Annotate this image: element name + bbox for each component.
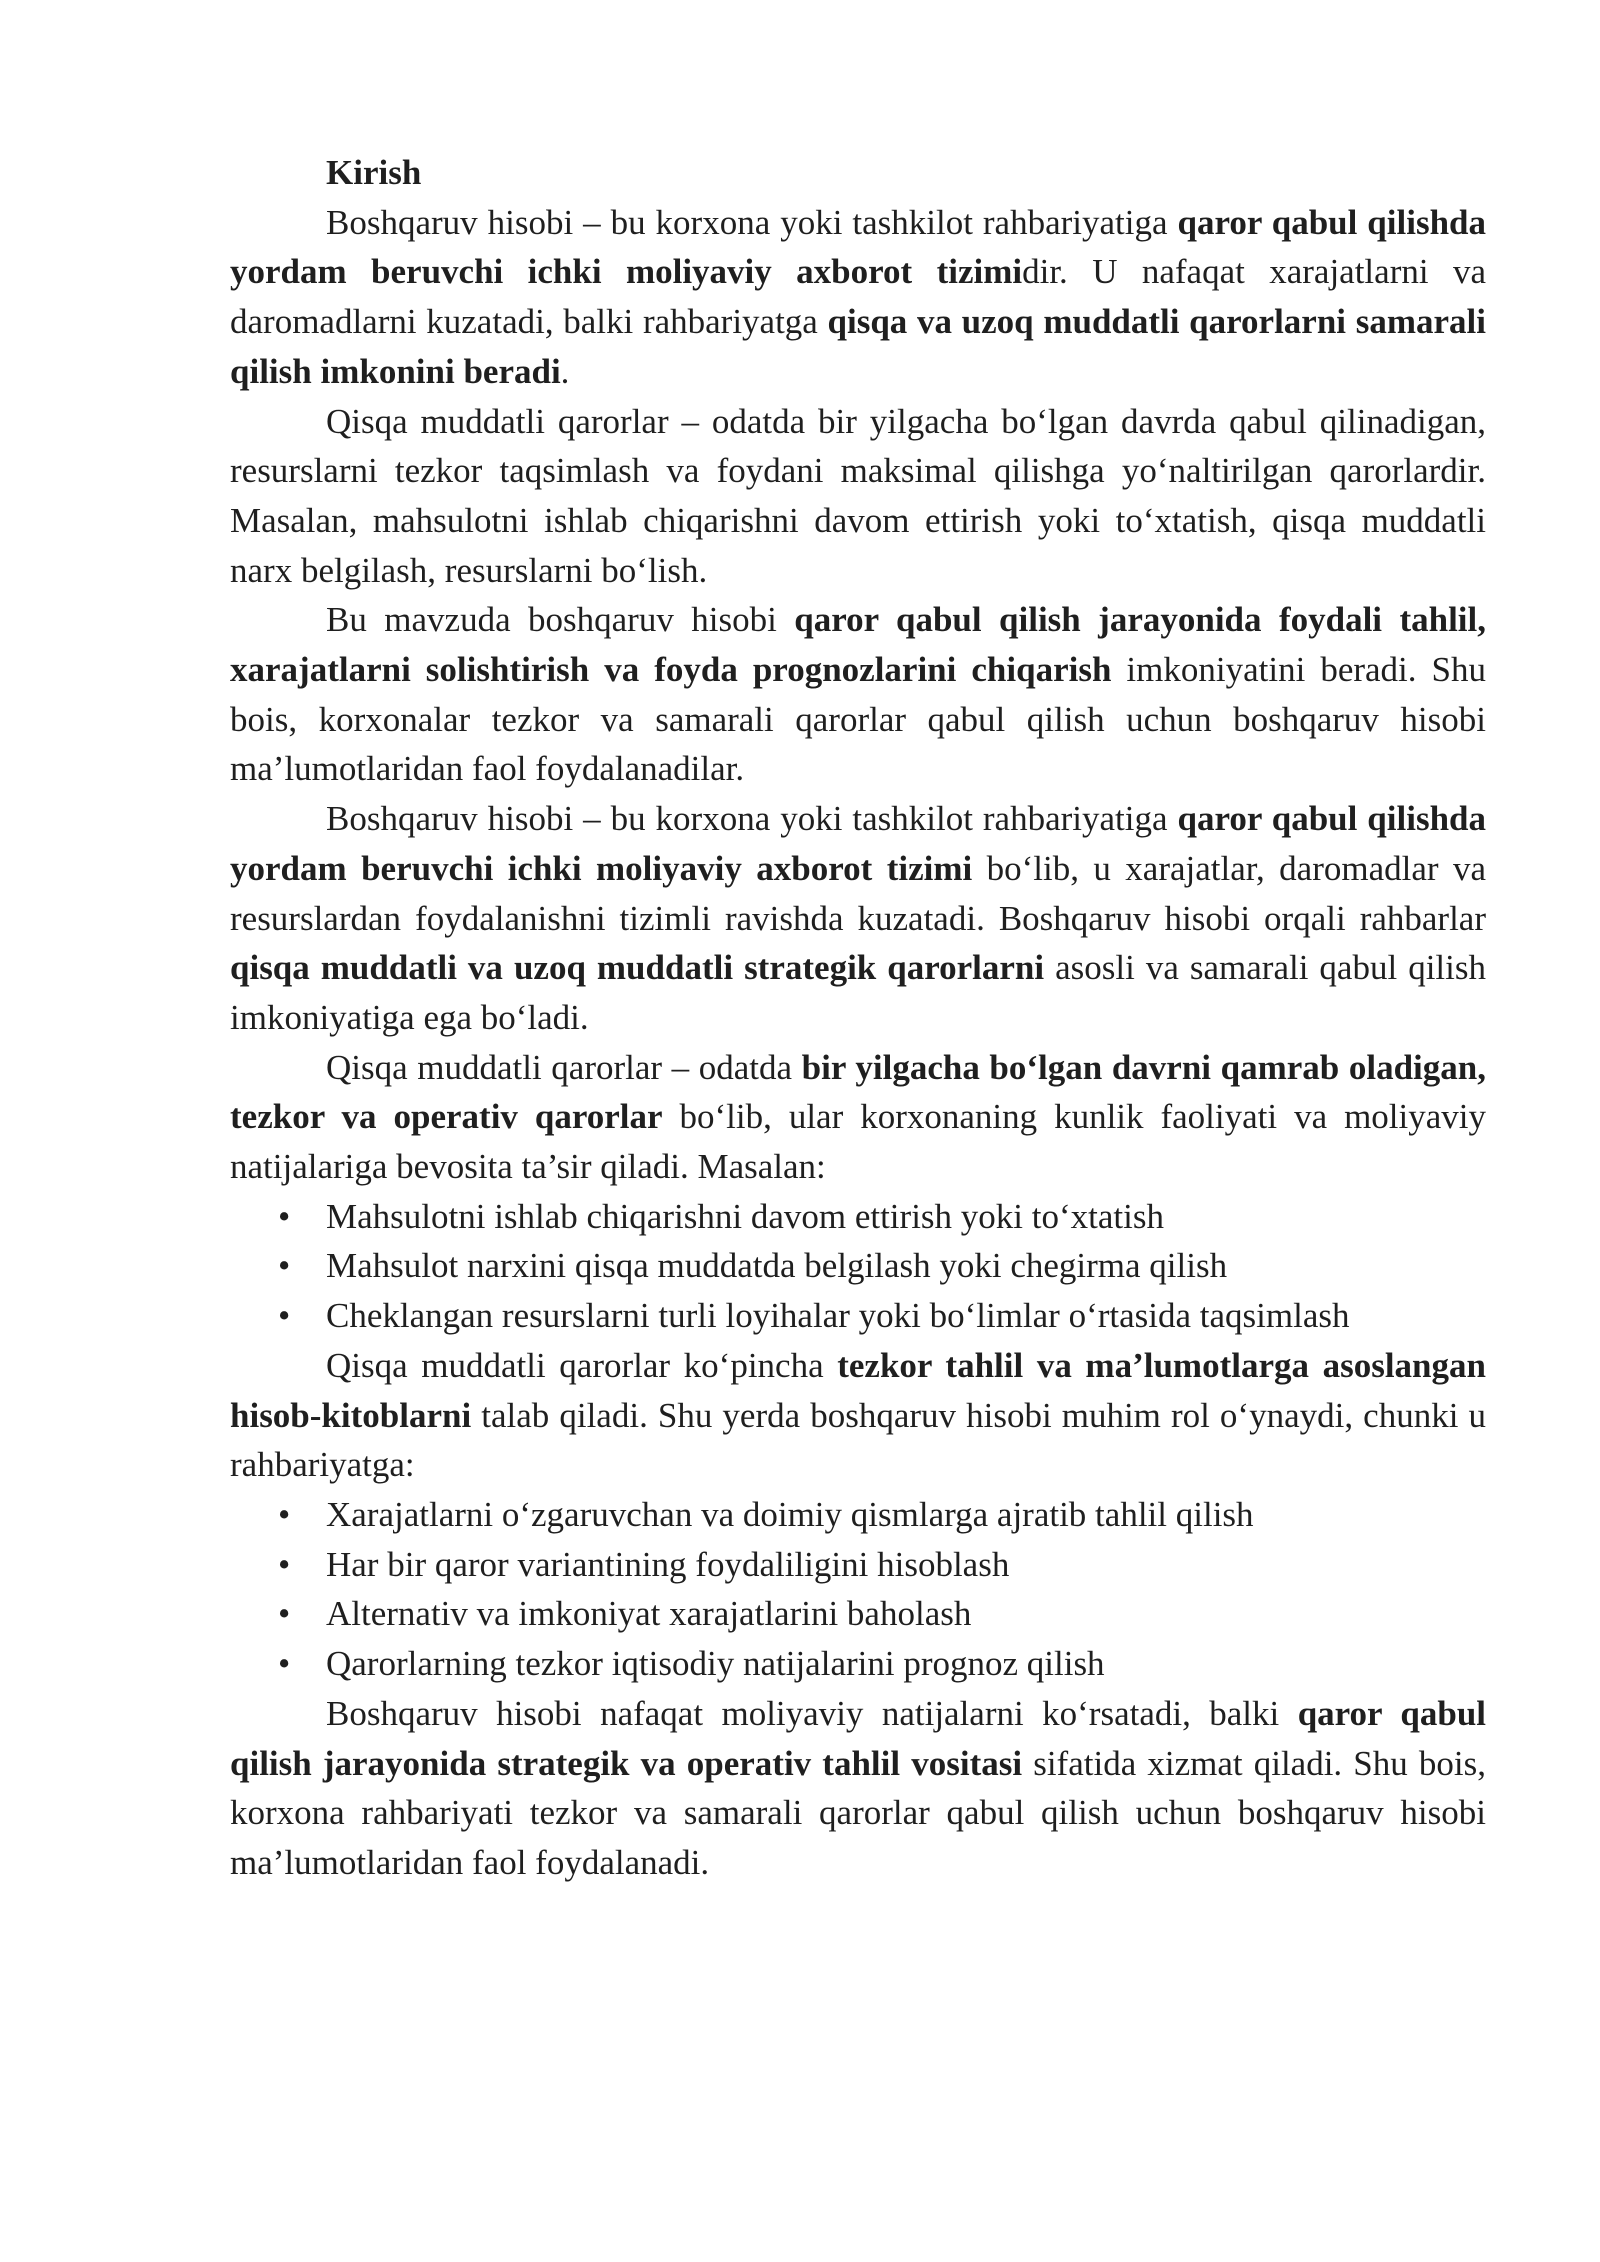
bold-text: tezkor tahlil va ma’lumotlarga asoslangan hisob-kitoblarni (230, 1345, 1486, 1435)
list-item-text: Cheklangan resurslarni turli loyihalar yoki bo‘limlar o‘rtasida taqsimlash (326, 1296, 1350, 1336)
text-run: imkoniyatini beradi. Shu bois, korxonalar tezkor va samarali qarorlar qabul qilish uchun boshqaruv hisobi ma’lumotlaridan faol foydalanadilar. (230, 650, 1486, 789)
text-run: Boshqaruv hisobi – bu korxona yoki tashkilot rahbariyatiga (326, 202, 1178, 242)
text-run: bo‘lib, u xarajatlar, daromadlar va resurslardan foydalanishni tizimli ravishda kuzatadi. Boshqaruv hisobi orqali rahbarlar (230, 848, 1486, 938)
list-item (230, 1540, 1486, 1590)
text-run: dir. U nafaqat xarajatlarni va daromadlarni kuzatadi, balki rahbariyatga (230, 252, 1486, 342)
list-item (230, 1241, 1486, 1291)
list-item-text: Alternativ va imkoniyat xarajatlarini baholash (326, 1594, 972, 1634)
section-heading: Kirish (326, 153, 422, 192)
text-run: Bu mavzuda boshqaruv hisobi (326, 600, 795, 640)
paragraph-5 (230, 1043, 1486, 1192)
paragraph-1 (230, 198, 1486, 397)
bold-text: qisqa va uzoq muddatli qarorlarni samarali qilish imkonini beradi (230, 302, 1486, 391)
bullet-list-2 (230, 1490, 1486, 1689)
text-run: talab qiladi. Shu yerda boshqaruv hisobi muhim rol o‘ynaydi, chunki u rahbariyatga: (230, 1395, 1486, 1485)
bold-text: qaror qabul qilishda yordam beruvchi ichki moliyaviy axborot tizimi (230, 202, 1486, 292)
bullet-icon: • (278, 1594, 291, 1634)
bullet-icon: • (278, 1544, 291, 1584)
paragraph-2 (230, 397, 1486, 596)
text-run: Qisqa muddatli qarorlar ko‘pincha (326, 1345, 838, 1385)
bold-text: qaror qabul qilish jarayonida foydali tahlil, xarajatlarni solishtirish va foyda prognozlarini chiqarish (230, 600, 1486, 690)
paragraph-4 (230, 794, 1486, 1043)
bold-text: qaror qabul qilish jarayonida strategik va operativ tahlil vositasi (230, 1693, 1487, 1783)
bullet-icon: • (278, 1196, 291, 1236)
bold-text: qisqa muddatli va uzoq muddatli strategik qarorlarni (230, 948, 1045, 988)
list-item (230, 1490, 1486, 1540)
text-run: Qisqa muddatli qarorlar – odatda bir yilgacha bo‘lgan davrda qabul qilinadigan, resurslarni tezkor taqsimlash va foydani maksimal qilishga yo‘naltirilgan qarorlardir. Masalan, mahsulotni ishlab chiqarishni davom ettirish yoki to‘xtatish, qisqa muddatli narx belgilash, resurslarni bo‘lish. (230, 401, 1486, 590)
list-item-text: Xarajatlarni o‘zgaruvchan va doimiy qismlarga ajratib tahlil qilish (326, 1494, 1254, 1534)
paragraph-6 (230, 1341, 1486, 1490)
list-item-text: Mahsulotni ishlab chiqarishni davom ettirish yoki to‘xtatish (326, 1196, 1164, 1236)
text-run: Boshqaruv hisobi nafaqat moliyaviy natijalarni ko‘rsatadi, balki (326, 1693, 1298, 1733)
bullet-list-1 (230, 1192, 1486, 1341)
list-item (230, 1639, 1486, 1689)
text-run: . (560, 351, 570, 391)
bullet-icon: • (278, 1644, 291, 1684)
bold-text: bir yilgacha bo‘lgan davrni qamrab oladigan, tezkor va operativ qarorlar (230, 1047, 1486, 1137)
text-run: Boshqaruv hisobi – bu korxona yoki tashkilot rahbariyatiga (326, 799, 1178, 839)
document-page (230, 148, 1486, 1888)
bold-text: qaror qabul qilishda yordam beruvchi ichki moliyaviy axborot tizimi (230, 799, 1486, 888)
bullet-icon: • (278, 1494, 291, 1534)
text-run: asosli va samarali qabul qilish imkoniyatiga ega bo‘ladi. (230, 948, 1486, 1037)
list-item-text: Mahsulot narxini qisqa muddatda belgilash yoki chegirma qilish (326, 1246, 1228, 1286)
text-run: Qisqa muddatli qarorlar – odatda (326, 1047, 802, 1087)
bullet-icon: • (278, 1246, 291, 1286)
bullet-icon: • (278, 1296, 291, 1336)
list-item-text: Har bir qaror variantining foydaliligini hisoblash (326, 1544, 1010, 1584)
paragraph-3 (230, 595, 1486, 794)
list-item-text: Qarorlarning tezkor iqtisodiy natijalarini prognoz qilish (326, 1644, 1105, 1684)
text-run: bo‘lib, ular korxonaning kunlik faoliyati va moliyaviy natijalariga bevosita ta’sir qiladi. Masalan: (230, 1097, 1487, 1187)
list-item (230, 1291, 1486, 1341)
text-run: sifatida xizmat qiladi. Shu bois, korxona rahbariyati tezkor va samarali qarorlar qabul qilish uchun boshqaruv hisobi ma’lumotlaridan faol foydalanadi. (230, 1743, 1486, 1882)
list-item (230, 1589, 1486, 1639)
list-item (230, 1192, 1486, 1242)
paragraph-7 (230, 1689, 1486, 1888)
